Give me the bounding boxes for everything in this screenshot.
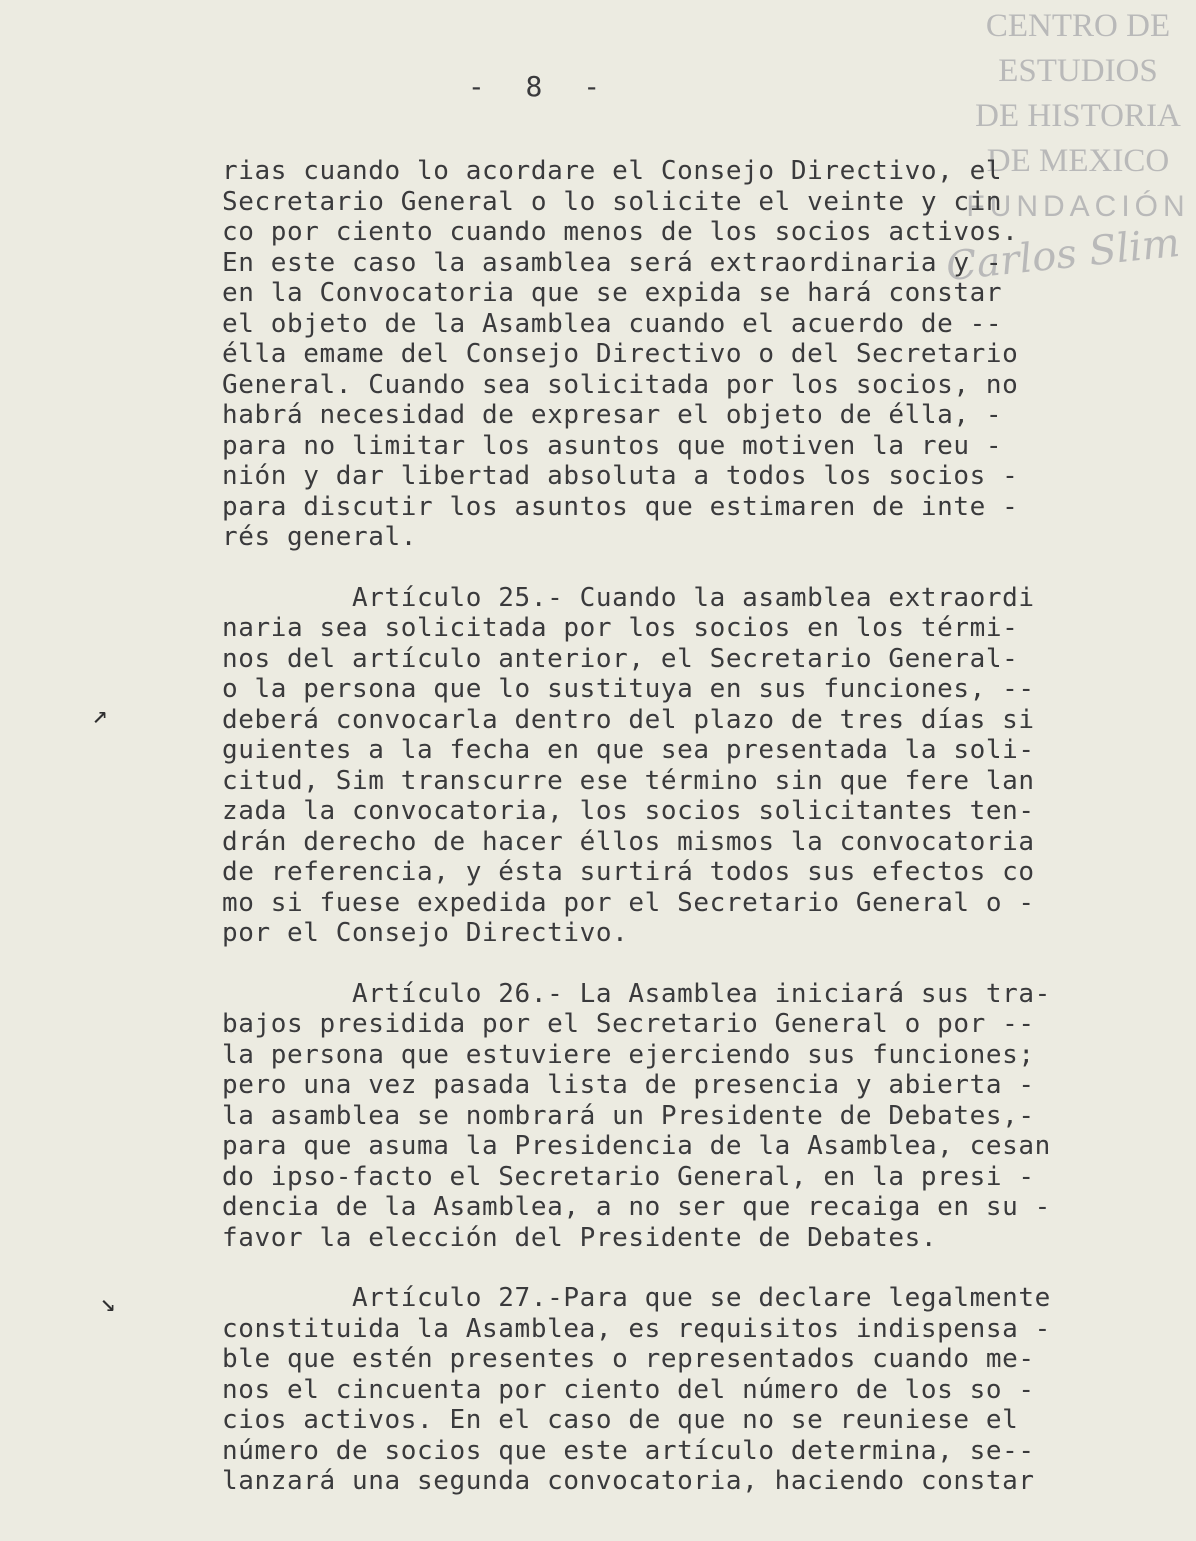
paragraph: [222, 1283, 1152, 1497]
text-line: la persona que estuviere ejerciendo sus funciones;: [222, 1039, 1035, 1070]
text-line: para que asuma la Presidencia de la Asamblea, cesan: [222, 1131, 1051, 1161]
watermark-line: DE MEXICO: [986, 143, 1170, 179]
text-line: número de socios que este artículo determina, se--: [222, 1435, 1035, 1466]
text-line: mo si fuese expedida por el Secretario General o -: [222, 887, 1035, 918]
text-line: en la Convocatoria que se expida se hará constar: [222, 278, 1003, 308]
text-line: nión y dar libertad absoluta a todos los socios -: [222, 461, 1019, 491]
text-line: General. Cuando sea solicitada por los socios, no: [222, 369, 1019, 400]
text-line: guientes a la fecha en que sea presentada la soli-: [222, 735, 1035, 765]
paragraph: [222, 979, 1152, 1254]
paragraph-gap: [222, 553, 1152, 583]
text-line: dencia de la Asamblea, a no ser que recaiga en su -: [222, 1192, 1051, 1222]
text-line: la asamblea se nombrará un Presidente de Debates,-: [222, 1100, 1035, 1131]
text-line: por el Consejo Directivo.: [222, 918, 629, 948]
text-line: élla emame del Consejo Directivo o del Secretario: [222, 339, 1019, 369]
text-line: zada la convocatoria, los socios solicitantes ten-: [222, 796, 1035, 826]
text-line: nos el cincuenta por ciento del número de los so -: [222, 1374, 1035, 1405]
margin-mark: ↗: [92, 700, 108, 730]
text-line: Artículo 27.-Para que se declare legalmente: [222, 1283, 1051, 1313]
text-line: para discutir los asuntos que estimaren de inte -: [222, 491, 1019, 522]
page-number: - 8 -: [467, 70, 613, 103]
text-line: citud, Sim transcurre ese término sin que fere lan: [222, 765, 1035, 796]
text-line: habrá necesidad de expresar el objeto de élla, -: [222, 400, 1003, 430]
watermark-line: ESTUDIOS: [998, 53, 1158, 89]
text-line: para no limitar los asuntos que motiven la reu -: [222, 430, 1003, 461]
text-line: Secretario General o lo solicite el veinte y cin: [222, 186, 1003, 217]
watermark-line: CENTRO DE: [985, 8, 1171, 44]
text-line: de referencia, y ésta surtirá todos sus efectos co: [222, 857, 1035, 887]
document-body: [222, 156, 1152, 1497]
text-line: Artículo 25.- Cuando la asamblea extraordi: [222, 582, 1035, 613]
text-line: ble que estén presentes o representados cuando me-: [222, 1344, 1035, 1374]
text-line: do ipso-facto el Secretario General, en la presi -: [222, 1161, 1035, 1192]
text-line: el objeto de la Asamblea cuando el acuerdo de --: [222, 308, 1003, 339]
text-line: deberá convocarla dentro del plazo de tres días si: [222, 704, 1035, 735]
text-line: co por ciento cuando menos de los socios activos.: [222, 217, 1019, 247]
paragraph: [222, 583, 1152, 949]
paragraph: [222, 156, 1152, 553]
text-line: Artículo 26.- La Asamblea iniciará sus tra-: [222, 978, 1051, 1009]
watermark-foundation: FUNDACIÓN: [966, 190, 1190, 223]
text-line: favor la elección del Presidente de Debates.: [222, 1222, 938, 1253]
text-line: En este caso la asamblea será extraordinaria y -: [222, 247, 1003, 278]
text-line: naria sea solicitada por los socios en los térmi-: [222, 613, 1019, 643]
text-line: lanzará una segunda convocatoria, haciendo constar: [222, 1466, 1035, 1496]
text-line: rias cuando lo acordare el Consejo Directivo, el: [222, 156, 1003, 186]
text-line: bajos presidida por el Secretario General o por --: [222, 1009, 1035, 1039]
text-line: o la persona que lo sustituya en sus funciones, --: [222, 674, 1035, 704]
watermark-signature: Carlos Slim: [943, 219, 1183, 291]
text-line: nos del artículo anterior, el Secretario General-: [222, 643, 1019, 674]
margin-mark: ↘: [100, 1288, 116, 1318]
paragraph-gap: [222, 1253, 1152, 1283]
text-line: rés general.: [222, 522, 418, 552]
watermark-line: DE HISTORIA: [975, 98, 1181, 134]
text-line: drán derecho de hacer éllos mismos la convocatoria: [222, 826, 1035, 857]
text-line: pero una vez pasada lista de presencia y abierta -: [222, 1070, 1035, 1100]
paragraph-gap: [222, 949, 1152, 979]
text-line: cios activos. En el caso de que no se reuniese el: [222, 1405, 1019, 1435]
text-line: constituida la Asamblea, es requisitos indispensa -: [222, 1313, 1051, 1344]
